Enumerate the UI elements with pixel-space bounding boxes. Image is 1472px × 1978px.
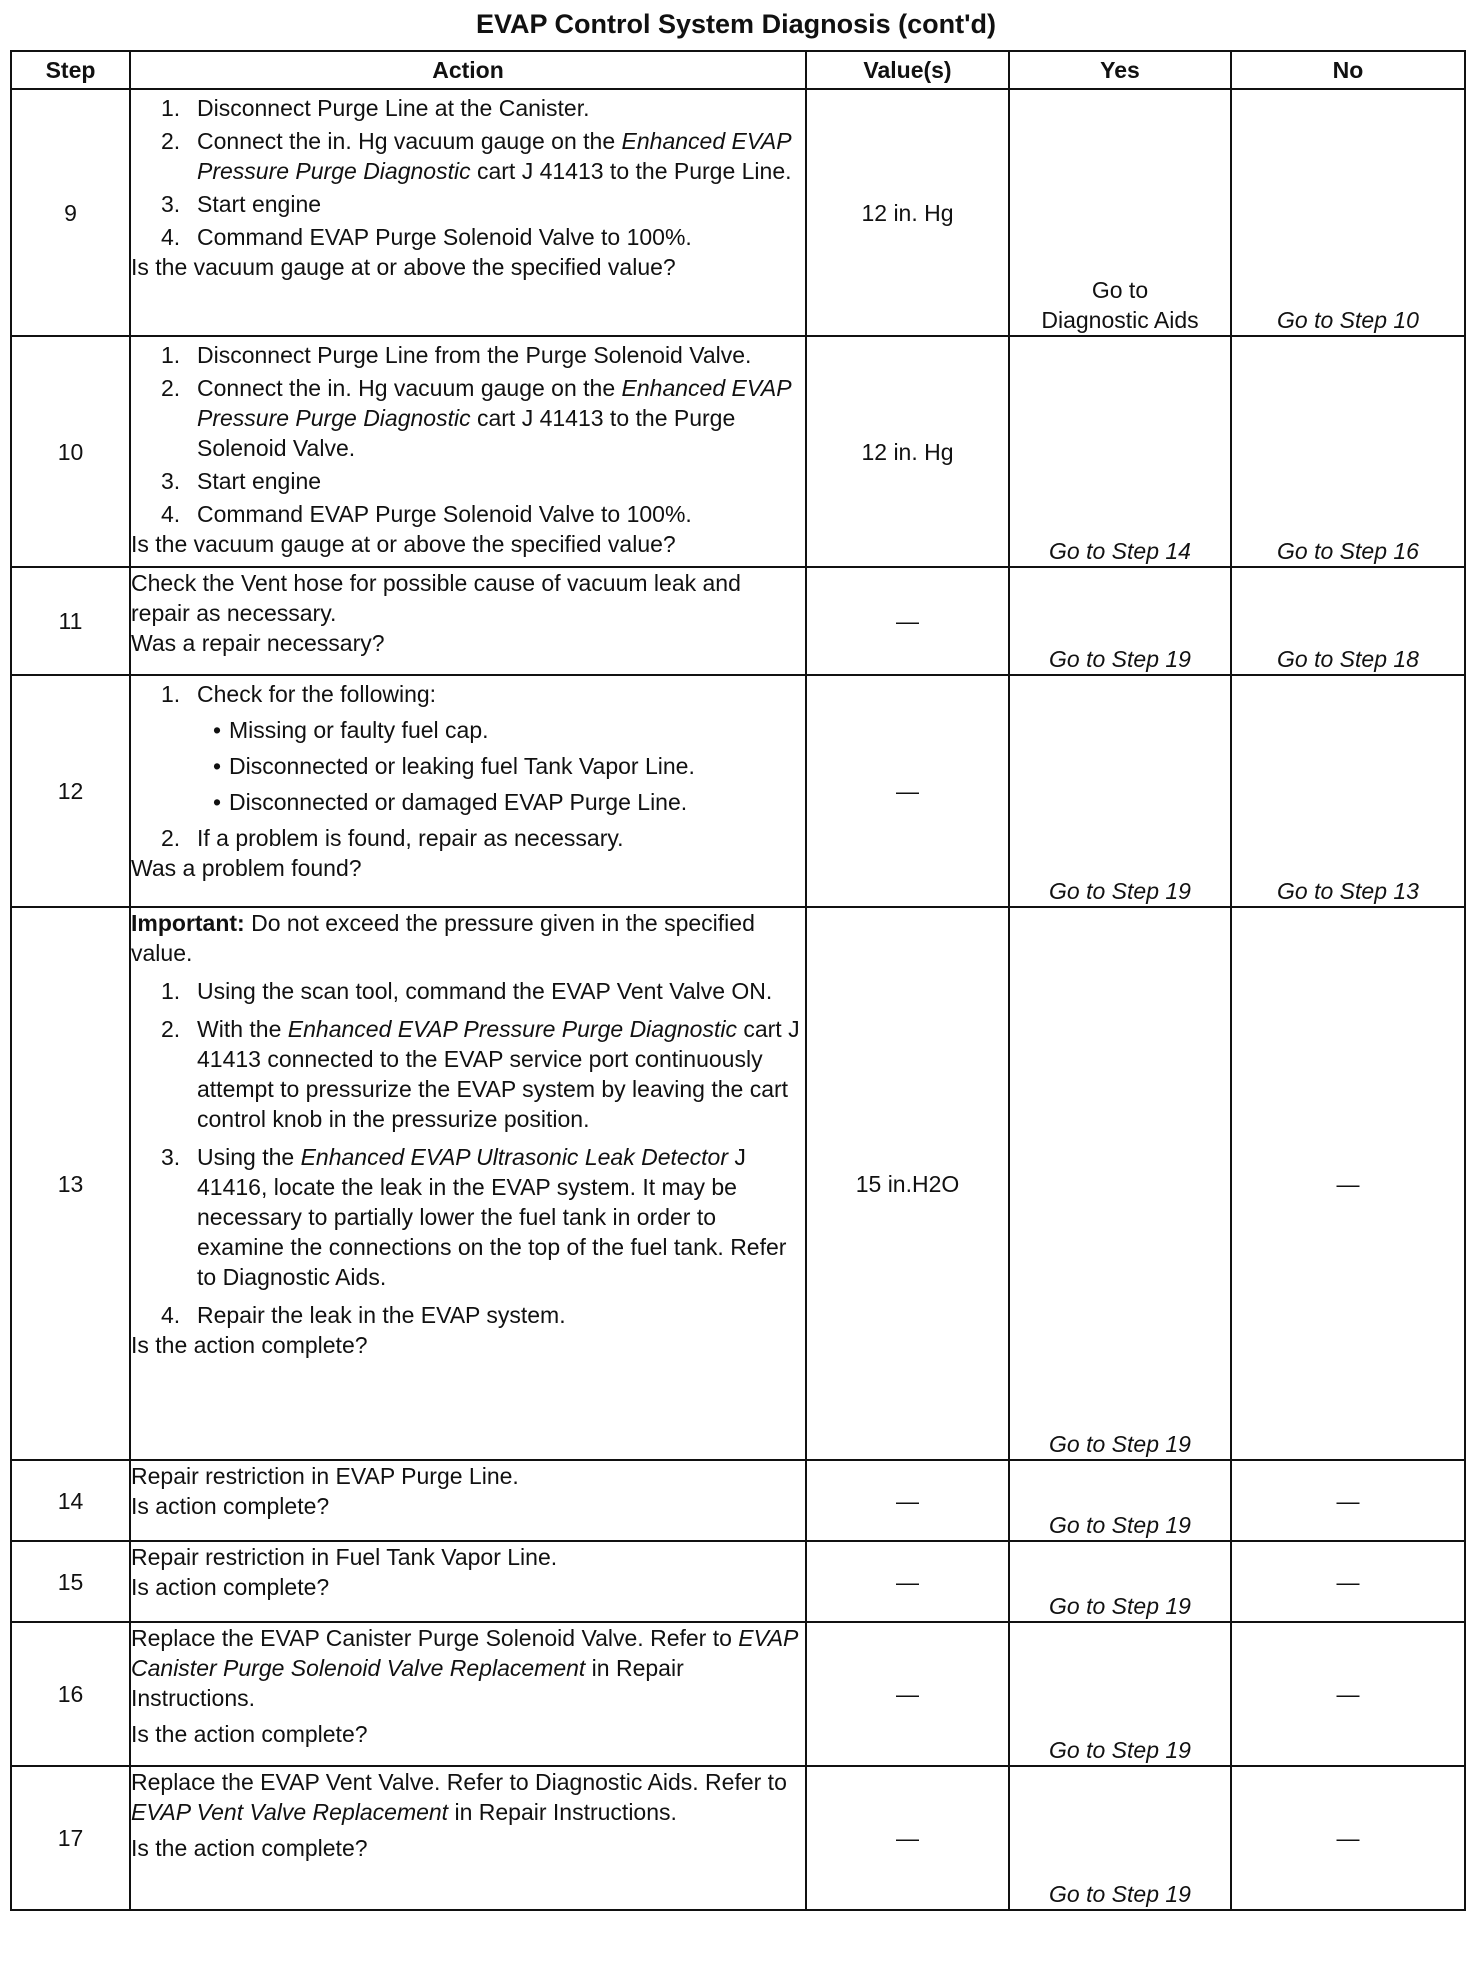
table-row [11,907,1465,1460]
yes-cell [1009,567,1231,675]
step-number: 16 [11,1622,130,1766]
action-cell [130,336,806,567]
table-row [11,1541,1465,1622]
question-text: Is action complete? [131,1493,330,1519]
action-cell [130,1541,806,1622]
check-list [131,715,805,817]
yes-text-line2: Diagnostic Aids [1041,307,1199,333]
diagnosis-table [10,50,1466,1911]
yes-text: Go to Step 19 [1049,1431,1191,1457]
yes-cell [1009,675,1231,907]
action-cell [130,675,806,907]
list-item: 2. If a problem is found, repair as necessary. [161,825,624,851]
list-item: 1. Disconnect Purge Line at the Canister. [161,95,590,121]
action-cell [130,907,806,1460]
yes-cell [1009,1460,1231,1541]
yes-cell [1009,907,1231,1460]
header-yes: Yes [1009,51,1231,89]
list-item: 3. Start engine [161,468,322,494]
question-text: Is action complete? [131,1574,330,1600]
yes-cell [1009,1766,1231,1910]
list-item: 2. Connect the in. Hg vacuum gauge on the Enhanced EVAP Pressure Purge Diagnostic cart J 41413 to the Purge Line. [161,128,792,184]
step-number: 17 [11,1766,130,1910]
value-cell: 12 in. Hg [806,89,1009,336]
no-cell [1231,567,1465,675]
header-no: No [1231,51,1465,89]
list-item: 4. Command EVAP Purge Solenoid Valve to 100%. [161,501,692,527]
yes-text: Go to Step 19 [1049,646,1191,672]
question-text: Is the vacuum gauge at or above the specified value? [131,254,676,280]
question-text: Is the action complete? [131,1721,368,1747]
action-steps [131,976,805,1330]
header-action: Action [130,51,806,89]
yes-text: Go to Step 19 [1049,1737,1191,1763]
yes-text: Go to Step 14 [1049,538,1191,564]
yes-text: Go to Step 19 [1049,878,1191,904]
step-number: 13 [11,907,130,1460]
action-text: Replace the EVAP Canister Purge Solenoid Valve. Refer to EVAP Canister Purge Solenoid Valve Replacement in Repair Instructions. [131,1625,798,1711]
question-text: Is the action complete? [131,1332,368,1358]
question-text: Was a problem found? [131,855,362,881]
value-cell: — [806,675,1009,907]
value-cell: — [806,1766,1009,1910]
yes-text: Go to Step 19 [1049,1593,1191,1619]
header-step: Step [11,51,130,89]
list-item: • Missing or faulty fuel cap. [213,717,489,743]
action-cell [130,1766,806,1910]
no-cell: — [1231,1622,1465,1766]
yes-text: Go to Step 19 [1049,1881,1191,1907]
action-steps [131,340,805,529]
table-row [11,1766,1465,1910]
table-row [11,675,1465,907]
question-text: Is the action complete? [131,1835,368,1861]
question-text: Is the vacuum gauge at or above the specified value? [131,531,676,557]
header-values: Value(s) [806,51,1009,89]
page-title: EVAP Control System Diagnosis (cont'd) [476,9,996,39]
step-number: 12 [11,675,130,907]
no-cell: — [1231,907,1465,1460]
action-text: Repair restriction in EVAP Purge Line. [131,1463,519,1489]
no-text: Go to Step 16 [1277,538,1419,564]
action-cell [130,1460,806,1541]
important-note: Important: Do not exceed the pressure given in the specified value. [131,910,755,966]
no-text: Go to Step 13 [1277,878,1419,904]
value-cell: — [806,1460,1009,1541]
yes-text: Go to Step 19 [1049,1512,1191,1538]
table-row [11,1460,1465,1541]
yes-cell [1009,89,1231,336]
step-number: 15 [11,1541,130,1622]
no-cell: — [1231,1460,1465,1541]
action-cell [130,89,806,336]
value-cell: — [806,1541,1009,1622]
table-row [11,336,1465,567]
question-text: Was a repair necessary? [131,630,385,656]
step-number: 14 [11,1460,130,1541]
value-cell: — [806,567,1009,675]
list-item: 2. With the Enhanced EVAP Pressure Purge Diagnostic cart J 41413 connected to the EVAP service port continuously attempt to pressurize the EVAP system by leaving the cart control knob in the pressurize position. [161,1016,800,1132]
header-row [11,51,1465,89]
step-number: 11 [11,567,130,675]
list-item: 2. Connect the in. Hg vacuum gauge on the Enhanced EVAP Pressure Purge Diagnostic cart J 41413 to the Purge Solenoid Valve. [161,375,791,461]
no-text: Go to Step 18 [1277,646,1419,672]
no-cell [1231,89,1465,336]
action-text: Check the Vent hose for possible cause of vacuum leak and repair as necessary. [131,570,741,626]
list-item: 3. Start engine [161,191,322,217]
no-cell: — [1231,1541,1465,1622]
value-cell: — [806,1622,1009,1766]
action-text: Repair restriction in Fuel Tank Vapor Line. [131,1544,558,1570]
action-steps [131,823,805,853]
action-steps [131,93,805,252]
list-item: 3. Using the Enhanced EVAP Ultrasonic Leak Detector J 41416, locate the leak in the EVAP system. It may be necessary to partially lower the fuel tank in order to examine the connections on the top of the fuel tank. Refer to Diagnostic Aids. [161,1144,787,1290]
action-steps [131,679,805,709]
no-cell: — [1231,1766,1465,1910]
no-text: Go to Step 10 [1277,307,1419,333]
step-number: 9 [11,89,130,336]
table-row [11,1622,1465,1766]
table-row [11,89,1465,336]
action-text: Replace the EVAP Vent Valve. Refer to Diagnostic Aids. Refer to EVAP Vent Valve Replacement in Repair Instructions. [131,1769,787,1825]
yes-cell [1009,336,1231,567]
no-cell [1231,675,1465,907]
list-item: 1. Disconnect Purge Line from the Purge Solenoid Valve. [161,342,752,368]
list-item: • Disconnected or damaged EVAP Purge Line. [213,789,688,815]
step-number: 10 [11,336,130,567]
action-cell [130,1622,806,1766]
table-row [11,567,1465,675]
list-item: 1. Using the scan tool, command the EVAP Vent Valve ON. [161,978,773,1004]
yes-text-line1: Go to [1091,277,1149,303]
value-cell: 15 in.H2O [806,907,1009,1460]
yes-cell [1009,1622,1231,1766]
list-item: 1. Check for the following: [161,681,437,707]
yes-cell [1009,1541,1231,1622]
action-cell [130,567,806,675]
no-cell [1231,336,1465,567]
list-item: 4. Command EVAP Purge Solenoid Valve to 100%. [161,224,692,250]
value-cell: 12 in. Hg [806,336,1009,567]
list-item: 4. Repair the leak in the EVAP system. [161,1302,566,1328]
list-item: • Disconnected or leaking fuel Tank Vapor Line. [213,753,695,779]
